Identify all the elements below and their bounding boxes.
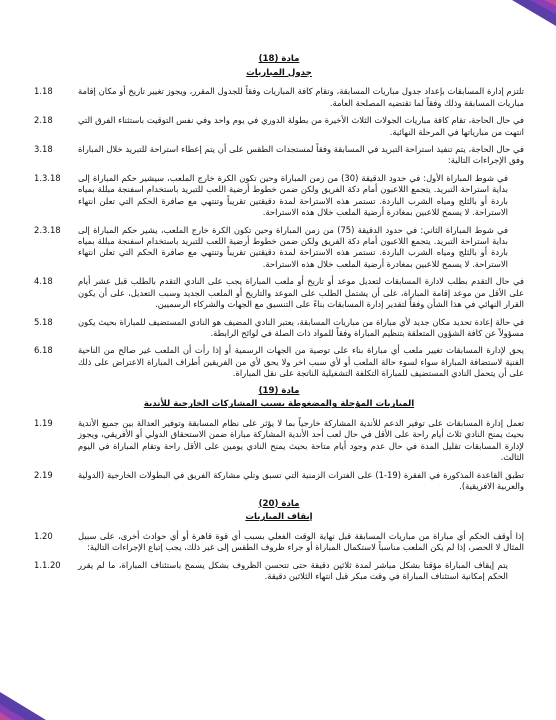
clause-2-18 bbox=[34, 115, 524, 138]
clause-1-20 bbox=[34, 531, 524, 554]
clause-2-19 bbox=[34, 470, 524, 493]
clause-6-18 bbox=[34, 345, 524, 379]
clause-number: 6.18 bbox=[34, 345, 53, 356]
clause-text: يتم إيقاف المباراة مؤقتا بشكل مباشر لمدة ثلاثين دقيقة حتى تتحسن الظروف بشكل يسمح باستئناف المباراة، ما لم يقرر الحكم إمكانية استئناف المباراة في وقت مبكر قبل انتهاء الثلاثين دقيقة. bbox=[78, 559, 508, 582]
article-19-title: مادة (19) bbox=[258, 385, 300, 396]
clause-1-19 bbox=[34, 418, 524, 464]
clause-1-3-18 bbox=[34, 173, 524, 219]
clause-text: في شوط المباراة الثاني: في حدود الدقيقة (75) من زمن المباراة وحين تكون الكرة خارج الملعب، يشير حكم المباراة إلى بداية استراحة التبريد. يتجمع اللاعبون أمام دكة الفريق ولكن ضمن خطوط أرضية اللعب للتبريد باستخدام اسفنجة مبللة بمياه باردة أو بالثلج ومياه الشرب الباردة. تستمر هذه الاستراحة لمدة دقيقتين تقريباً وتنتهي مع صافرة الحكم التي تعلن انتهاء الاستراحة. لا يسمح للاعبين بمغادرة أرضية الملعب خلال هذه الاستراحة. bbox=[78, 224, 508, 269]
clause-text: يحق لإدارة المسابقات تغيير ملعب أي مباراة بناء على توصية من الجهات الرسمية أو إذا رأت أن الملعب غير صالح من الناحية الفنية لاستضافة المباراة سواء لسوء حالة الملعب أو لأي سبب اخر ولا يحق لأي من الفريقين أطراف المباراة الاعتراض على ذلك على أن يتحمل النادي المستضيف للمباراة التكلفة التشغيلية الناتجة على نقل المباراة. bbox=[78, 345, 524, 379]
clause-1-18 bbox=[34, 86, 524, 109]
clause-number: 1.3.18 bbox=[34, 172, 61, 183]
document-page bbox=[34, 52, 524, 589]
clause-number: 4.18 bbox=[34, 276, 53, 287]
clause-text: تعمل إدارة المسابقات على توفير الدعم للأندية المشاركة خارجياً بما لا يؤثر على نظام المسابقة وتوفير العدالة بين جميع الأندية بحيث يمنح النادي ثلاث أيام راحة على الأقل في حال لعب أحد الأندية المشاركة مباراة ضمن الاستحقاق الدولي أو الأفريقي، ويجوز لإدارة المسابقات تقليل المدة في حال عدم وجود أيام متاحة بحيث يمنح النادي يومين على الأقل راحة وتقام المباراة في اليوم الثالث. bbox=[78, 418, 524, 463]
clause-text: في حال الحاجة، تقام كافة مباريات الجولات الثلاث الأخيرة من بطولة الدوري في يوم واحد وفي نفس التوقيت باستثناء الفرق التي انتهت من مبارياتها في المرحلة النهائية. bbox=[78, 115, 524, 137]
clause-text: في حالة إعادة تحديد مكان جديد لأي مباراة من مباريات المسابقة، يعتبر النادي المضيف هو النادي المستضيف للمباراة بحيث يكون مسؤولاً عن كافة الشؤون المتعلقة بتنظيم المباراة وفقاً للمواد ذات الصلة في لوائح الرابطة. bbox=[78, 316, 524, 338]
clause-number: 2.3.18 bbox=[34, 224, 61, 235]
clause-number: 1.20 bbox=[34, 530, 53, 541]
clause-text: في شوط المباراة الأول: في حدود الدقيقة (30) من زمن المباراة وحين تكون الكرة خارج الملعب، سيشير حكم المباراة إلى بداية استراحة التبريد. يتجمع اللاعبون أمام دكة الفريق ولكن ضمن خطوط أرضية اللعب للتبريد باستخدام اسفنجة مبللة بمياه باردة أو بالثلج ومياه الشرب الباردة. تستمر هذه الاستراحة لمدة دقيقتين تقريباً وتنتهي مع صافرة الحكم التي تعلن انتهاء الاستراحة. لا يسمح للاعبين بمغادرة أرضية الملعب خلال هذه الاستراحة. bbox=[78, 172, 508, 218]
clause-text: في حال التقدم بطلب لادارة المسابقات لتعديل موعد أو تاريخ أو ملعب المباراة يجب على النادي التقدم بالطلب قبل عشر أيام على الأقل من موعد إقامة المباراة، على أن يشتمل الطلب على الموعد والتاريخ أو الملعب الجديد وسبب التعديل، على أن يكون القرار النهائي في هذا الشأن وفقاً لتقدير إدارة المسابقات بناءً على التنسيق مع الجهات والشركاء الرسميين. bbox=[78, 276, 524, 310]
article-18-title: مادة (18) bbox=[258, 54, 300, 64]
clause-4-18 bbox=[34, 276, 524, 310]
clause-number: 3.18 bbox=[34, 144, 53, 155]
clause-2-3-18 bbox=[34, 225, 524, 271]
corner-decoration-bottom bbox=[0, 680, 70, 720]
clause-text: تلتزم إدارة المسابقات بإعداد جدول مباريات المسابقة، وتقام كافة المباريات وفقاً للجدول المقرر، ويجوز تغيير تاريخ أو مكان إقامة مباريات المسابقة وذلك وفقاً لما تقتضيه المصلحة العامة. bbox=[78, 86, 524, 108]
clause-number: 2.19 bbox=[34, 469, 53, 480]
corner-decoration-top bbox=[492, 0, 556, 40]
clause-text: تطبق القاعدة المذكورة في الفقرة (19-1) على الفترات الزمنية التي تسبق وتلي مشاركة الفريق في البطولات الخارجية (الدولية والعربية الافريقية). bbox=[78, 469, 524, 492]
clause-number: 1.18 bbox=[34, 86, 53, 97]
clause-number: 1.19 bbox=[34, 418, 53, 429]
clause-number: 1.1.20 bbox=[34, 559, 61, 570]
article-18-subtitle: جدول المباريات bbox=[246, 67, 312, 78]
article-20-subtitle: إيقاف المباريات bbox=[245, 512, 313, 523]
article-19-subtitle: المباريات المؤجلة والمضغوطة بسبب المشاركات الخارجية للأندية bbox=[143, 399, 415, 410]
clause-5-18 bbox=[34, 317, 524, 340]
clause-number: 5.18 bbox=[34, 316, 53, 327]
clause-number: 2.18 bbox=[34, 115, 53, 126]
clause-text: في حال الحاجة، يتم تنفيذ استراحة التبريد في المسابقة وفقاً لمستجدات الطقس على أن يتم إعطاء استراحة للتبريد خلال المباراة وفق الإجراءات التالية: bbox=[78, 144, 524, 166]
article-20-title: مادة (20) bbox=[258, 498, 300, 509]
clause-3-18 bbox=[34, 144, 524, 167]
clause-1-1-20 bbox=[34, 560, 524, 583]
clause-text: إذا أوقف الحكم أي مباراة من مباريات المسابقة قبل نهاية الوقت الفعلي بسبب أي قوة قاهرة أو أي حوادث أخرى، على سبيل المثال لا الحصر، إذا لم يكن الملعب مناسباً لاستكمال المباراة أو جراء ظروف الطقس إلى غير ذلك، يجب إتباع الإجراءات التالية: bbox=[78, 530, 524, 553]
